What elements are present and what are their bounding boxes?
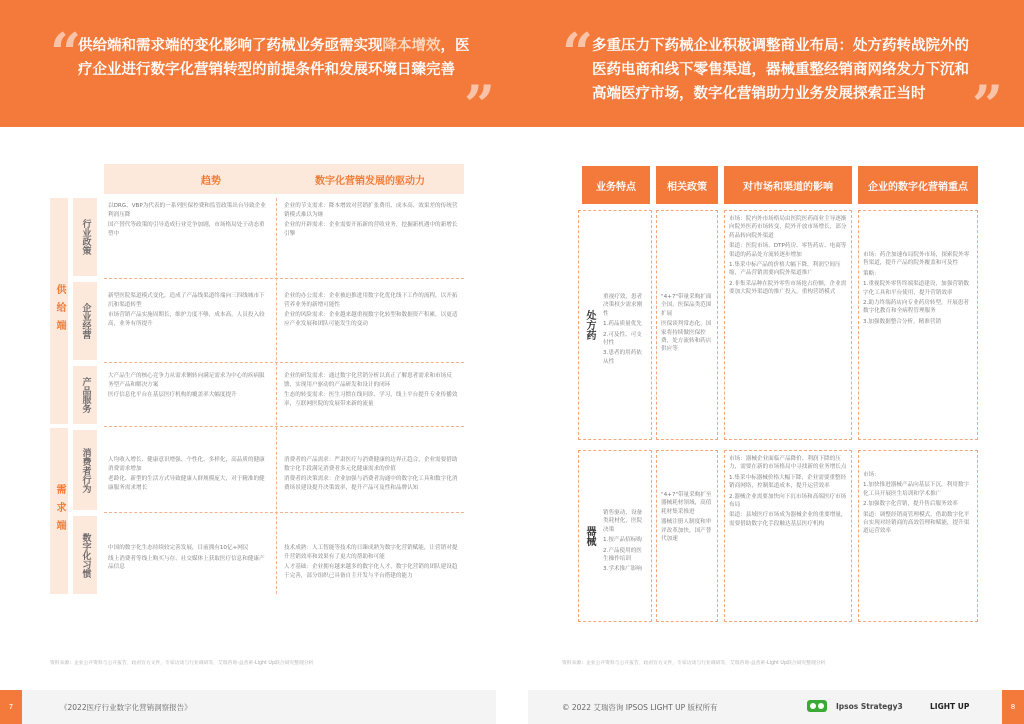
quote-open-icon: “ (562, 21, 594, 85)
row-label: 数字化习惯 (73, 516, 97, 594)
row-divider (104, 426, 464, 427)
driver-cell: 企业的办公需求：企业被迫推进用数字化优化线下工作的流程，以开拓营养业务的新增可能性 企业的风险需求：企业越来越重视数字化转型和数据资产积累，以更适应产业发展和团队可能发生的变动 (284, 293, 458, 327)
trend-cell: 大产品生产的核心竞争力从需求侧转向满足需求为中心的疾病服务型产品和解决方案 医疗信息化平台在基层医疗机构的覆盖率大幅度提升 (108, 373, 265, 398)
policy-cell: "4+7"带量采购扩至器械耗材领域，高值耗材集采推进 器械注册人制度和审评改革加快，国产替代加速 (656, 450, 718, 622)
left-footnote: 资料来源：企业公开资料与公开报告，政府官方文件，专家访谈与行业调研等，艾瑞咨询-益普索-Light Up联合研究整理分析 (50, 661, 314, 666)
row-divider (104, 362, 464, 363)
row-label-device: 器械 (584, 526, 595, 546)
trend-cell: 新型医院渠道模式变化，造成了产品线渠道终端向三四线城市下沉和渠道转型 市场营销产品实施周期长，维护力度不够，成本高，人员投入较高，业务有所提升 (108, 293, 265, 327)
column-divider (276, 198, 277, 594)
trend-cell: 中国的数字化生态持续较完善发展，目前拥有10亿+网民 线上消费者等线上购买与存、社交媒体上获取医疗信息和健康产品信息 (108, 545, 265, 570)
col-header-focus: 企业的数字化营销重点 (858, 166, 978, 204)
impact-cell: 市场：器械企业面临产品降价、利润下降的压力，需要在新的市场格局中寻找新的业务增长点 1.集采中标器械价格大幅下降，企业需要重整经销商网络，控制渠道成本，提升运营效率 2.器械企业需要加快向下沉市场和高端医疗市场布局 渠道：县域医疗市场成为器械企业的重要增量，需要借助数字化手段触达基层医疗机构 (724, 450, 852, 622)
col-header-feature: 业务特点 (582, 166, 650, 204)
driver-cell: 企业的研发需求：通过数字化营销分析以真正了解患者需求和市场反馈，实现用户驱动的产品研发和设计的闭环 生态的转变需求：医生习惯在线问诊、学习，线上平台提升专业传播效率，互联网医院的发展带来新的流量 (284, 373, 458, 407)
brand-logo-icon (806, 697, 828, 715)
row-label: 产品服务 (73, 366, 97, 424)
focus-cell: 市场： 1.加快推进器械产品向基层下沉，利用数字化工具开展医生培训和学术推广 2.加强数字化营销，提升售后服务效率 渠道：调整经销商管理模式，借助数字化平台实现对经销商的高效管理和赋能，提升渠道运营效率 (858, 450, 978, 622)
trend-cell: 以DRG、VBP为代表的一系列医保控费和监管政策出台导致企业利润压降 国产替代等政策的引导造成行业竞争加剧，市场格局处于动态重塑中 (108, 203, 266, 237)
impact-cell: 市场：院内外市场格局由医院医药商业主导逐渐向院外医药市场转变，院外开放市场增长，部分药品转向院外渠道 渠道：医院市场、DTP药房、零售药店、电商等渠道的药品处方流转逐步增加 1.集采中标产品的价格大幅下降，利润空间压缩，产品营销需要向院外渠道推广 2.非集采品种在院外零售市场抢占份额，企业需要加大院外渠道的推广投入，重构营销模式 (724, 210, 852, 440)
feature-cell: 重视疗效，患者决策权少需求刚性 1.药品质量优先 2.可及性、可支付性 3.患者的用药依从性 (578, 210, 652, 440)
quote-close-icon: ” (972, 73, 1004, 137)
trend-cell: 人均收入增长、健康意识增强、个性化、多样化，高品质的健康消费需求增加 老龄化、新型的生活方式导致健康人群规模庞大，对于精准的健康服务需求增长 (108, 457, 265, 491)
copyright: © 2022 艾瑞咨询 IPSOS LIGHT UP 版权所有 (562, 703, 718, 712)
ipsos-logo: Ipsos Strategy3 (836, 702, 903, 711)
quote-close-icon: ” (464, 73, 496, 137)
group-supply: 供给端 (50, 198, 68, 424)
left-headline: 供给端和需求端的变化影响了药械业务亟需实现降本增效，医疗企业进行数字化营销转型的前提条件和发展环境日臻完善 (78, 38, 470, 78)
feature-cell: 销售驱动，设备类耗材化，医院决策 1.按产品招标购 2.产品使用的医生操作培训 3.学术推广影响 (578, 450, 652, 622)
right-footnote: 资料来源：企业公开资料与公开报告，政府官方文件，专家访谈与行业调研等，艾瑞咨询-益普索-Light Up联合研究整理分析 (562, 661, 826, 666)
col-header-impact: 对市场和渠道的影响 (724, 166, 852, 204)
row-label: 企业经营 (73, 282, 97, 360)
policy-cell: "4+7"带量采购扩面全国，医保品类范围扩展 医保谈判常态化，国家将持续做医保控费，处方流转和药店供应等 (656, 210, 718, 440)
row-divider (104, 278, 464, 279)
right-headline: 多重压力下药械企业积极调整商业布局：处方药转战院外的医药电商和线下零售渠道，器械重整经销商网络发力下沉和高端医疗市场，数字化营销助力业务发展探索正当时 (592, 38, 969, 102)
col-header-policy: 相关政策 (656, 166, 718, 204)
col-header-driver: 数字化营销发展的驱动力 (276, 164, 464, 194)
page-number-right: 8 (1002, 690, 1024, 724)
row-label: 行业政策 (73, 198, 97, 276)
row-divider (104, 512, 464, 513)
report-title: 《2022医疗行业数字化营销洞察报告》 (60, 703, 192, 712)
quote-open-icon: “ (50, 21, 82, 85)
group-demand: 需求端 (50, 428, 68, 594)
lightup-logo: LIGHT UP (930, 702, 970, 711)
driver-cell: 消费者的产品需求：严肃医疗与消费健康的边界正趋合，企业需要借助数字化手段满足消费者多元化健康需求的价值 消费者的决策需求：企业加强与消费者沟通中的数字化工具和数字化消费场景建设提升决策效率，提升产品可及性和品牌认知 (284, 457, 458, 491)
col-header-trend: 趋势 (104, 164, 318, 194)
row-label: 消费者行为 (73, 430, 97, 510)
driver-cell: 企业的节支需求：降本增效对营销扩张费用、成本高、效果差的传统营销模式难以为继 企业的开辟需求：企业需要开拓新的营收业务，挖掘新机遇中的新增长引擎 (284, 203, 458, 237)
focus-cell: 市场：药企加速布局院外市场，探索院外零售渠道，提升产品的院外覆盖和可及性 策略： 1.重视院外零售终端渠道建设，加强营销数字化工具和平台使用，提升营销效率 2.助力终端药店向专业药房转型，开展患者数字化教育和全病程管理服务 3.加强数据整合分析，精准营销 (858, 210, 978, 440)
driver-cell: 技术成熟：人工智能等技术的日臻成熟为数字化营销赋能，让营销对提升营销效率和效果有了更大的帮助和可能 人才基础：企业拥有越来越多的数字化人才，数字化营销的团队建设趋于完善，部分组织已具备自主开发与平台搭建的能力 (284, 545, 458, 579)
page-number-left: 7 (0, 690, 22, 724)
row-label-rx: 处方药 (584, 310, 595, 340)
